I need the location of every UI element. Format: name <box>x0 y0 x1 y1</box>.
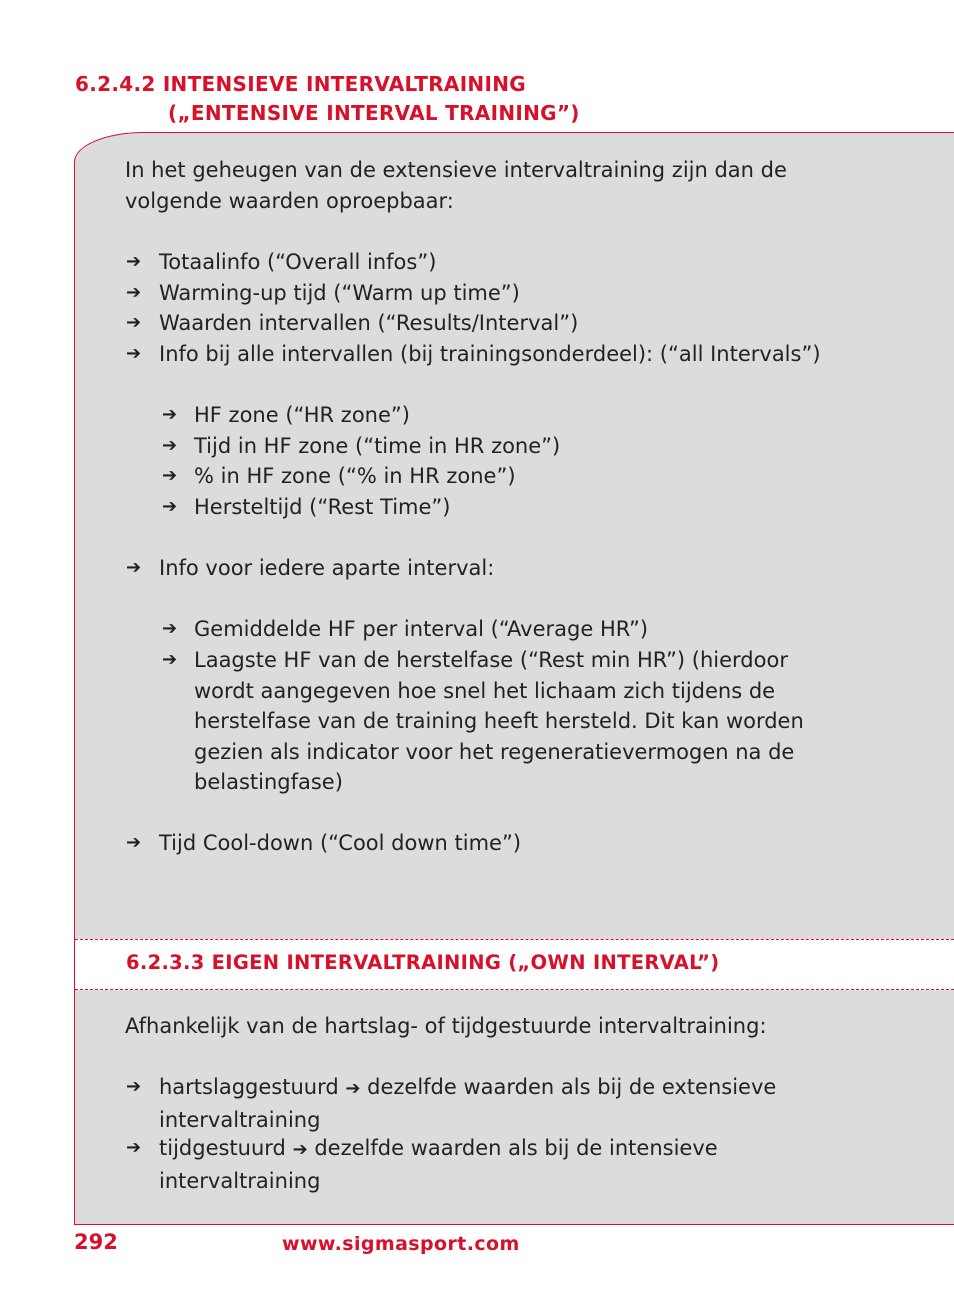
arrow-icon: ➔ <box>126 343 142 364</box>
arrow-icon: ➔ <box>126 312 142 333</box>
sub-list-item: HF zone (“HR zone”) <box>194 403 410 427</box>
arrow-icon: ➔ <box>162 435 178 456</box>
list-item: Waarden intervallen (“Results/Interval”) <box>159 311 579 335</box>
subsection-intro: Afhankelijk van de hartslag- of tijdgestuurde intervaltraining: <box>125 1014 767 1038</box>
list-item: Info voor iedere aparte interval: <box>159 556 495 580</box>
page-number: 292 <box>74 1230 118 1254</box>
intro-text: In het geheugen van de extensieve intervaltraining zijn dan de volgende waarden oproepbaar: <box>125 158 787 213</box>
sub-list-item: % in HF zone (“% in HR zone”) <box>194 464 516 488</box>
list-item: Info bij alle intervallen (bij trainingsonderdeel): (“all Intervals”) <box>159 342 821 366</box>
arrow-icon: ➔ <box>162 496 178 517</box>
arrow-icon: ➔ <box>126 832 142 853</box>
arrow-icon: ➔ <box>345 1078 361 1099</box>
list-item: hartslaggestuurd ➔ dezelfde waarden als bij de extensieve intervaltraining <box>159 1075 777 1132</box>
footer-url: www.sigmasport.com <box>282 1233 520 1255</box>
sub-list-item: Tijd in HF zone (“time in HR zone”) <box>194 434 561 458</box>
arrow-icon: ➔ <box>162 404 178 425</box>
sub-list-item: Hersteltijd (“Rest Time”) <box>194 495 451 519</box>
arrow-icon: ➔ <box>162 618 178 639</box>
arrow-icon: ➔ <box>126 1076 142 1097</box>
arrow-icon: ➔ <box>126 282 142 303</box>
list-item: Totaalinfo (“Overall infos”) <box>159 250 437 274</box>
arrow-icon: ➔ <box>292 1139 308 1160</box>
arrow-icon: ➔ <box>126 251 142 272</box>
sub-list-item: Laagste HF van de herstelfase (“Rest min HR”) (hierdoor wordt aangegeven hoe snel het lichaam zich tijdens de herstelfase van de training heeft hersteld. Dit kan worden gezien als indicator voor het regeneratievermogen na de belastingfase) <box>194 648 804 795</box>
section-heading-line2: („ENTENSIVE INTERVAL TRAINING”) <box>168 101 580 125</box>
list-item: Warming-up tijd (“Warm up time”) <box>159 281 520 305</box>
section-heading <box>75 70 580 128</box>
arrow-icon: ➔ <box>126 557 142 578</box>
sub-list-item: Gemiddelde HF per interval (“Average HR”) <box>194 617 649 641</box>
list-item: Tijd Cool-down (“Cool down time”) <box>159 831 522 855</box>
arrow-icon: ➔ <box>126 1137 142 1158</box>
arrow-icon: ➔ <box>162 465 178 486</box>
section-heading-line1: 6.2.4.2 INTENSIEVE INTERVALTRAINING <box>75 72 526 96</box>
list-item: tijdgestuurd ➔ dezelfde waarden als bij de intensieve intervaltraining <box>159 1136 718 1193</box>
subsection-title: 6.2.3.3 EIGEN INTERVALTRAINING („OWN INTERVAL”) <box>126 951 720 974</box>
arrow-icon: ➔ <box>162 649 178 670</box>
